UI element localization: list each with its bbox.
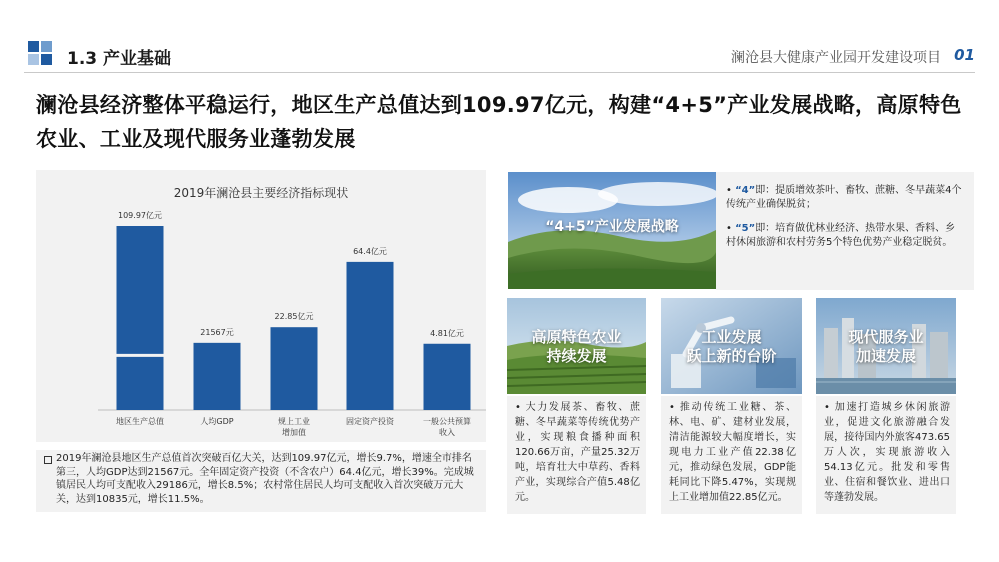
bar-value-label-2: 22.85亿元 bbox=[274, 312, 314, 322]
agriculture-text bbox=[515, 400, 640, 505]
category-label-2: 增加值 bbox=[282, 428, 306, 437]
strategy-point-5-text: 即：培育做优林业经济、热带水果、香料、乡村休闲旅游和农村劳务5个特色优势产业稳定脱贫。 bbox=[726, 223, 956, 248]
bullet-dot: • bbox=[669, 402, 680, 413]
agriculture-title-line2: 持续发展 bbox=[546, 347, 607, 365]
bar-4 bbox=[424, 344, 471, 410]
header-divider bbox=[24, 72, 975, 73]
chart-title: 2019年澜沧县主要经济指标现状 bbox=[173, 186, 349, 200]
strategy-point-4 bbox=[726, 184, 962, 212]
industry-title bbox=[661, 328, 802, 366]
bullet-dot: • bbox=[726, 223, 736, 234]
category-label-4: 一般公共预算 bbox=[423, 417, 471, 426]
category-label-2: 规上工业 bbox=[278, 417, 310, 426]
strategy-photo bbox=[508, 172, 716, 289]
agriculture-title bbox=[507, 328, 646, 366]
agriculture-text-box bbox=[507, 396, 646, 514]
logo-square-1 bbox=[28, 41, 39, 52]
category-label-0: 地区生产总值 bbox=[116, 417, 164, 426]
strategy-image-title: “4+5”产业发展战略 bbox=[545, 219, 679, 235]
bar-chart bbox=[36, 170, 486, 442]
bar-value-label-1: 21567元 bbox=[200, 327, 234, 337]
logo-square-3 bbox=[28, 54, 39, 65]
chart-panel bbox=[36, 170, 486, 442]
project-title: 澜沧县大健康产业园开发建设项目 bbox=[731, 50, 941, 66]
bar-value-label-3: 64.4亿元 bbox=[353, 246, 387, 256]
strategy-point-5 bbox=[726, 222, 962, 250]
strategy-point-4-text: 即：提质增效茶叶、畜牧、蔗糖、冬早蔬菜4个传统产业确保脱贫； bbox=[726, 185, 962, 210]
services-text-body: 加速打造城乡休闲旅游业，促进文化旅游融合发展，接待国内外旅客473.65万人次，实现旅游收入54.13亿元。批发和零售业、住宿和餐饮业、进出口等蓬勃发展。 bbox=[824, 402, 951, 503]
agriculture-text-body: 大力发展茶、畜牧、蔗糖、冬早蔬菜等传统优势产业，实现粮食播种面积120.66万亩，产量25.32万吨，培育壮大中草药、香料产业，实现综合产值5.48亿元。 bbox=[515, 402, 641, 503]
bar-1 bbox=[194, 343, 241, 410]
logo-square-4 bbox=[41, 54, 52, 65]
bar-value-label-0: 109.97亿元 bbox=[118, 211, 162, 220]
logo-square-2 bbox=[41, 41, 52, 52]
industry-photo bbox=[661, 298, 802, 394]
services-title bbox=[816, 328, 956, 366]
bar-2 bbox=[271, 327, 318, 410]
bullet-dot: • bbox=[726, 185, 736, 196]
industry-title-line1: 工业发展 bbox=[701, 328, 762, 346]
page-number: 01 bbox=[954, 46, 975, 64]
services-text-box bbox=[816, 396, 956, 514]
bullet-dot: • bbox=[824, 402, 835, 413]
bar-0 bbox=[117, 226, 164, 410]
services-text bbox=[824, 400, 950, 505]
agriculture-title-line1: 高原特色农业 bbox=[531, 328, 622, 346]
bar-3 bbox=[347, 262, 394, 410]
summary-text: 2019年澜沧县地区生产总值首次突破百亿大关，达到109.97亿元，增长9.7%，增速全市排名第三，人均GDP达到21567元。全年固定资产投资（不含农户）64.4亿元，增长39%。完成城镇居民人均可支配收入29186元，增长8.5%；农村常住居民人均可支配收入首次突破万元大关，达到10835元，增长11.5%。 bbox=[56, 453, 474, 505]
services-photo bbox=[816, 298, 956, 394]
slide-header bbox=[0, 0, 999, 74]
services-title-line1: 现代服务业 bbox=[848, 328, 924, 346]
bar-value-label-4: 4.81亿元 bbox=[430, 328, 464, 338]
summary-box bbox=[36, 450, 486, 512]
agriculture-photo bbox=[507, 298, 646, 394]
category-label-1: 人均GDP bbox=[200, 417, 234, 426]
strategy-point-5-key: “5” bbox=[735, 223, 756, 234]
category-label-3: 固定资产投资 bbox=[346, 417, 394, 426]
industry-text-body: 推动传统工业糖、茶、林、电、矿、建材业发展，清洁能源较大幅度增长，实现电力工业产值22.38亿元，推动绿色发展，GDP能耗同比下降5.47%，实现规上工业增加值22.85亿元。 bbox=[669, 402, 797, 503]
industry-title-line2: 跃上新的台阶 bbox=[686, 347, 777, 365]
category-label-4: 收入 bbox=[439, 428, 455, 437]
axis-break-mark bbox=[116, 354, 165, 357]
headline: 澜沧县经济整体平稳运行，地区生产总值达到109.97亿元，构建“4+5”产业发展战略，高原特色农业、工业及现代服务业蓬勃发展 bbox=[36, 93, 962, 151]
strategy-text-box bbox=[716, 172, 974, 290]
square-bullet-icon bbox=[44, 456, 52, 464]
industry-text-box bbox=[661, 396, 802, 514]
strategy-point-4-key: “4” bbox=[735, 185, 756, 196]
bullet-dot: • bbox=[515, 402, 526, 413]
section-title: 1.3 产业基础 bbox=[67, 49, 172, 69]
services-title-line2: 加速发展 bbox=[855, 347, 916, 365]
industry-text bbox=[669, 400, 796, 505]
